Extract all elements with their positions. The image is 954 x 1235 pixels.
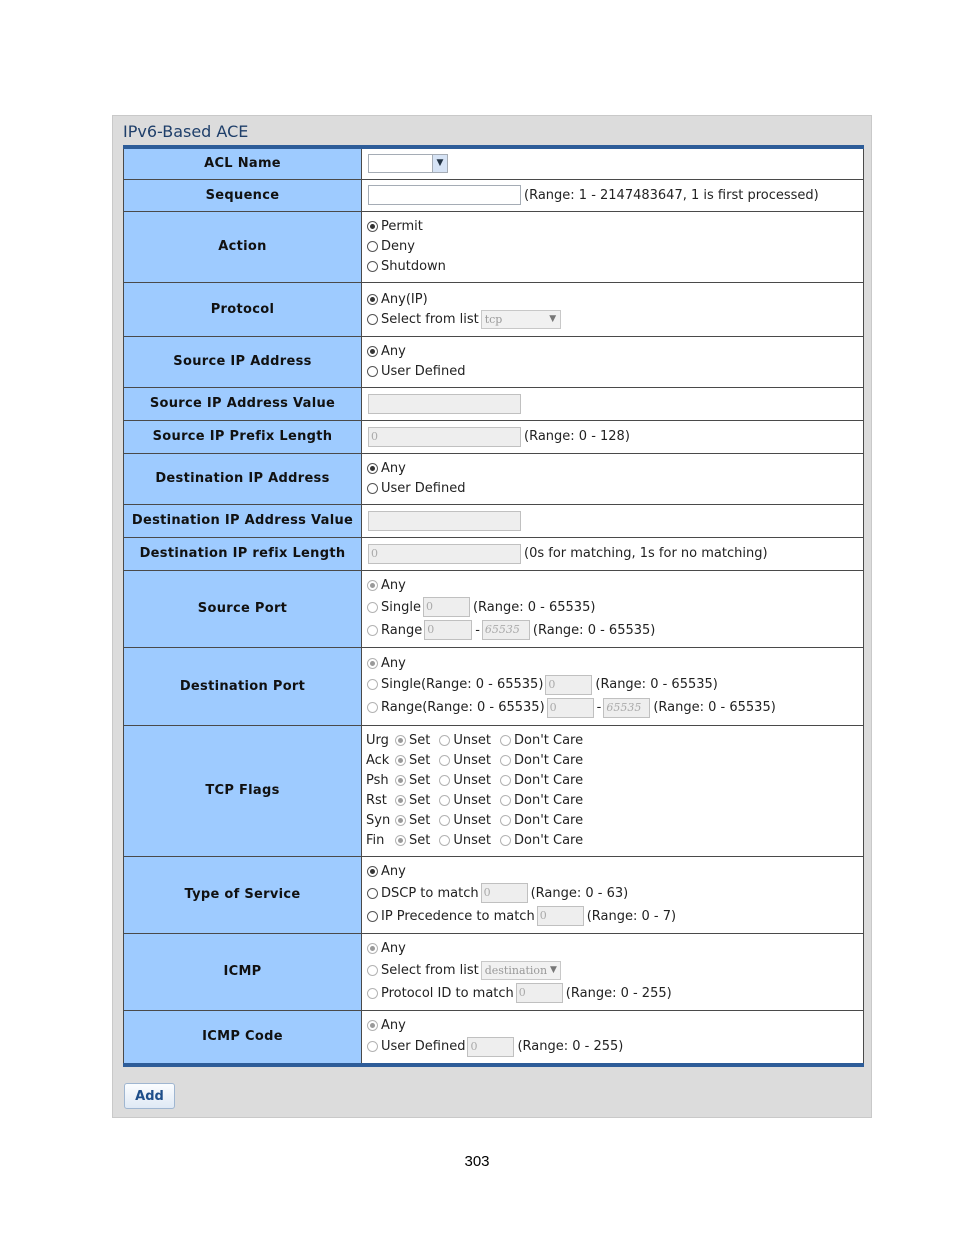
acl-name-label: ACL Name bbox=[124, 147, 362, 179]
row-protocol bbox=[124, 282, 864, 336]
row-tos: Type of Service Any DSCP to match 0 (Range: 0 - 63) IP Precedence to match 0 (Range: 0 - 7) bbox=[124, 856, 864, 933]
psh-set-radio[interactable] bbox=[395, 775, 406, 786]
dest-port-any-radio[interactable] bbox=[367, 658, 378, 669]
row-icmp-code: ICMP Code Any User Defined 0 (Range: 0 - 255) bbox=[124, 1010, 864, 1065]
tcp-flag-rst: Rst Set Unset Don't Care bbox=[366, 793, 584, 808]
chevron-down-icon: ▼ bbox=[432, 155, 447, 172]
ace-form-table bbox=[123, 145, 864, 1067]
icmp-protocol-id-input[interactable]: 0 bbox=[516, 983, 563, 1003]
row-tcp-flags bbox=[124, 725, 864, 856]
tos-label: Type of Service bbox=[124, 856, 362, 933]
dest-port-label: Destination Port bbox=[124, 647, 362, 725]
dest-port-range-radio[interactable] bbox=[367, 702, 378, 713]
add-button[interactable]: Add bbox=[124, 1083, 175, 1109]
tcp-flag-fin: Fin Set Unset Don't Care bbox=[366, 833, 584, 848]
sequence-label: Sequence bbox=[124, 179, 362, 211]
action-shutdown-label: Shutdown bbox=[381, 259, 446, 274]
tcp-flags-label: TCP Flags bbox=[124, 725, 362, 856]
rst-set-radio[interactable] bbox=[395, 795, 406, 806]
dest-ip-label: Destination IP Address bbox=[124, 453, 362, 504]
page-number: 303 bbox=[464, 1153, 490, 1170]
source-port-single-input[interactable]: 0 bbox=[423, 597, 470, 617]
sequence-hint: (Range: 1 - 2147483647, 1 is first processed) bbox=[524, 187, 819, 203]
dest-ip-user-radio[interactable] bbox=[367, 483, 378, 494]
row-source-ip-value bbox=[124, 387, 864, 420]
tos-any-radio[interactable] bbox=[367, 866, 378, 877]
dest-port-single-radio[interactable] bbox=[367, 679, 378, 690]
source-ip-value-input[interactable] bbox=[368, 394, 521, 414]
row-acl-name bbox=[124, 147, 864, 179]
row-source-prefix bbox=[124, 420, 864, 453]
tcp-flag-ack: Ack Set Unset Don't Care bbox=[366, 753, 584, 768]
source-ip-any-radio[interactable] bbox=[367, 346, 378, 357]
psh-unset-radio[interactable] bbox=[439, 775, 450, 786]
icmp-code-user-radio[interactable] bbox=[367, 1041, 378, 1052]
action-deny-radio[interactable] bbox=[367, 241, 378, 252]
syn-set-radio[interactable] bbox=[395, 815, 406, 826]
row-dest-ip-value bbox=[124, 504, 864, 537]
dest-ip-any-radio[interactable] bbox=[367, 463, 378, 474]
icmp-any-radio[interactable] bbox=[367, 943, 378, 954]
icmp-list-radio[interactable] bbox=[367, 965, 378, 976]
dest-port-range-from-input[interactable]: 0 bbox=[547, 698, 594, 718]
protocol-any-radio[interactable] bbox=[367, 294, 378, 305]
ack-unset-radio[interactable] bbox=[439, 755, 450, 766]
source-port-range-from-input[interactable]: 0 bbox=[424, 620, 472, 640]
rst-dontcare-radio[interactable] bbox=[500, 795, 511, 806]
row-source-port: Source Port Any Single 0 (Range: 0 - 65535) Range 0 - 65535 (Range: 0 - 65535) bbox=[124, 570, 864, 647]
source-prefix-input[interactable]: 0 bbox=[368, 427, 521, 447]
ipv6-ace-panel bbox=[112, 115, 872, 1118]
dest-ip-value-label: Destination IP Address Value bbox=[124, 504, 362, 537]
dest-prefix-hint: (0s for matching, 1s for no matching) bbox=[524, 546, 768, 561]
row-dest-ip: Destination IP Address Any User Defined bbox=[124, 453, 864, 504]
dest-prefix-label: Destination IP refix Length bbox=[124, 537, 362, 570]
tos-precedence-input[interactable]: 0 bbox=[537, 906, 584, 926]
source-prefix-label: Source IP Prefix Length bbox=[124, 420, 362, 453]
fin-set-radio[interactable] bbox=[395, 835, 406, 846]
icmp-code-user-input[interactable]: 0 bbox=[467, 1037, 514, 1057]
panel-title: IPv6-Based ACE bbox=[123, 122, 249, 141]
urg-unset-radio[interactable] bbox=[439, 735, 450, 746]
urg-dontcare-radio[interactable] bbox=[500, 735, 511, 746]
tos-precedence-radio[interactable] bbox=[367, 911, 378, 922]
ack-set-radio[interactable] bbox=[395, 755, 406, 766]
psh-dontcare-radio[interactable] bbox=[500, 775, 511, 786]
chevron-down-icon: ▼ bbox=[549, 314, 557, 324]
row-source-ip: Source IP Address Any User Defined bbox=[124, 336, 864, 387]
action-deny-label: Deny bbox=[381, 239, 415, 254]
dest-ip-value-input[interactable] bbox=[368, 511, 521, 531]
action-shutdown-radio[interactable] bbox=[367, 261, 378, 272]
icmp-code-any-radio[interactable] bbox=[367, 1020, 378, 1031]
icmp-list-select[interactable]: destination ▼ bbox=[481, 961, 561, 980]
dest-prefix-input[interactable]: 0 bbox=[368, 544, 521, 564]
protocol-any-label: Any(IP) bbox=[381, 291, 428, 307]
tos-dscp-radio[interactable] bbox=[367, 888, 378, 899]
fin-dontcare-radio[interactable] bbox=[500, 835, 511, 846]
source-ip-value-label: Source IP Address Value bbox=[124, 387, 362, 420]
source-port-label: Source Port bbox=[124, 570, 362, 647]
source-port-range-radio[interactable] bbox=[367, 625, 378, 636]
sequence-input[interactable] bbox=[368, 185, 521, 205]
dest-port-range-to-input[interactable]: 65535 bbox=[603, 698, 650, 718]
fin-unset-radio[interactable] bbox=[439, 835, 450, 846]
tcp-flag-syn: Syn Set Unset Don't Care bbox=[366, 813, 584, 828]
source-ip-label: Source IP Address bbox=[124, 336, 362, 387]
protocol-list-label: Select from list bbox=[381, 311, 479, 327]
row-sequence bbox=[124, 179, 864, 211]
ack-dontcare-radio[interactable] bbox=[500, 755, 511, 766]
action-permit-label: Permit bbox=[381, 219, 423, 234]
protocol-list-select[interactable]: tcp ▼ bbox=[481, 310, 561, 329]
source-port-range-to-input[interactable]: 65535 bbox=[482, 620, 530, 640]
source-ip-user-radio[interactable] bbox=[367, 366, 378, 377]
acl-name-select[interactable] bbox=[368, 154, 448, 173]
row-dest-port: Destination Port Any Single(Range: 0 - 65535) 0 (Range: 0 - 65535) Range(Range: 0 - 65535) 0 - 65535 (Range: 0 - 65535) bbox=[124, 647, 864, 725]
row-action bbox=[124, 211, 864, 282]
icmp-protocol-id-radio[interactable] bbox=[367, 988, 378, 999]
rst-unset-radio[interactable] bbox=[439, 795, 450, 806]
urg-set-radio[interactable] bbox=[395, 735, 406, 746]
chevron-down-icon: ▼ bbox=[549, 965, 557, 975]
source-prefix-hint: (Range: 0 - 128) bbox=[524, 429, 630, 444]
tcp-flag-urg: Urg Set Unset Don't Care bbox=[366, 733, 584, 748]
tos-dscp-input[interactable]: 0 bbox=[481, 883, 528, 903]
source-port-any-radio[interactable] bbox=[367, 580, 378, 591]
protocol-list-radio[interactable] bbox=[367, 314, 378, 325]
action-permit-radio[interactable] bbox=[367, 221, 378, 232]
syn-dontcare-radio[interactable] bbox=[500, 815, 511, 826]
source-port-single-radio[interactable] bbox=[367, 602, 378, 613]
dest-port-single-input[interactable]: 0 bbox=[545, 675, 592, 695]
icmp-code-label: ICMP Code bbox=[124, 1010, 362, 1065]
syn-unset-radio[interactable] bbox=[439, 815, 450, 826]
icmp-label: ICMP bbox=[124, 933, 362, 1010]
row-icmp: ICMP Any Select from list destination ▼ Protocol ID to match 0 (Range: 0 - 255) bbox=[124, 933, 864, 1010]
row-dest-prefix bbox=[124, 537, 864, 570]
protocol-label: Protocol bbox=[124, 282, 362, 336]
action-label: Action bbox=[124, 211, 362, 282]
tcp-flag-psh: Psh Set Unset Don't Care bbox=[366, 773, 584, 788]
